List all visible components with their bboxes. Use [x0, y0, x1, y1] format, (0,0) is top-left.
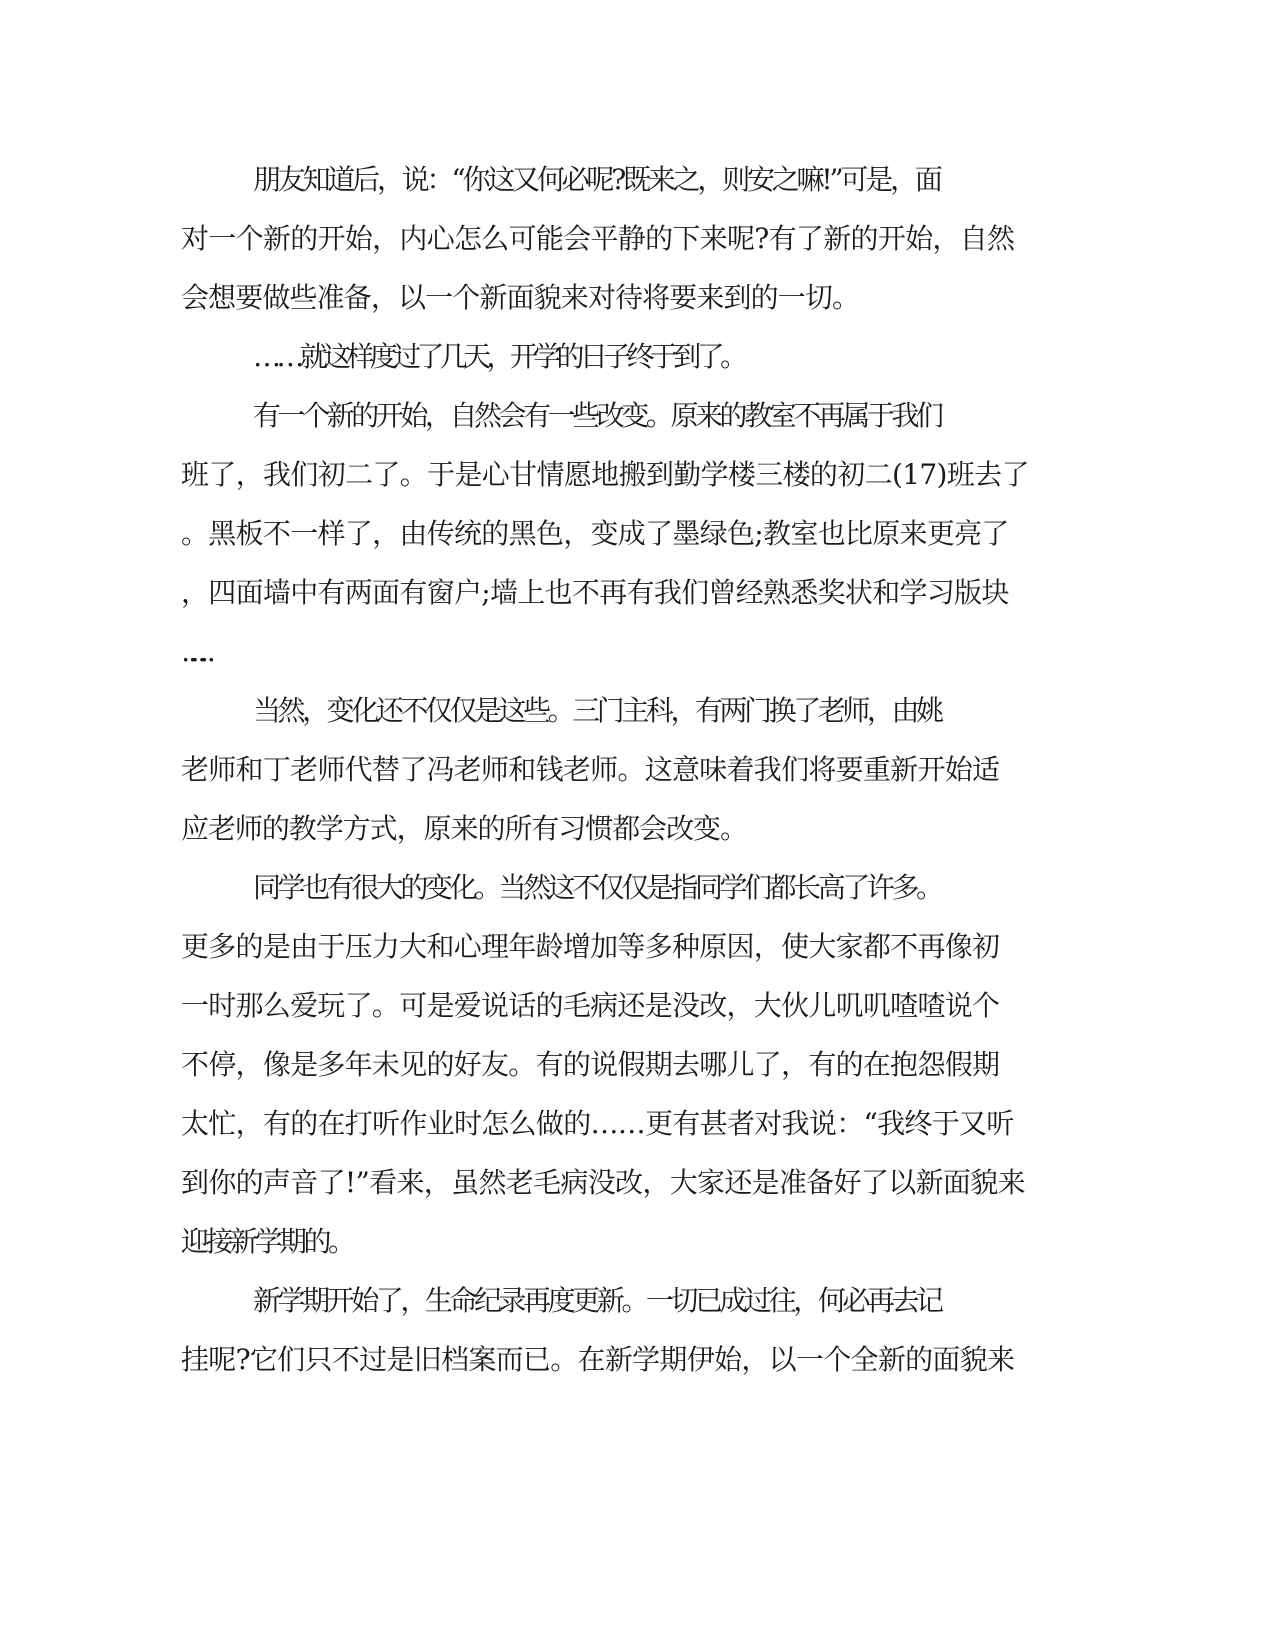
text-line: 同学也有很大的变化。当然这不仅仅是指同学们都长高了许多。: [253, 871, 941, 904]
text-line: 迎接新学期的。: [181, 1225, 353, 1258]
text-line: ……: [181, 635, 195, 668]
text-line: 。黑板不一样了，由传统的黑色，变成了墨绿色;教室也比原来更亮了: [181, 517, 1009, 550]
text-line: 不停，像是多年未见的好友。有的说假期去哪儿了，有的在抱怨假期: [181, 1048, 1000, 1081]
text-line: 新学期开始了，生命纪录再度更新。一切已成过往，何必再去记: [253, 1284, 941, 1317]
text-line: 朋友知道后，说：“你这又何必呢?既来之，则安之嘛!”可是，面: [253, 163, 940, 196]
text-line: 对一个新的开始，内心怎么可能会平静的下来呢?有了新的开始，自然: [181, 222, 1015, 255]
text-line: 班了，我们初二了。于是心甘情愿地搬到勤学楼三楼的初二(17)班去了: [181, 458, 1029, 491]
text-line: 老师和丁老师代替了冯老师和钱老师。这意味着我们将要重新开始适: [181, 753, 1000, 786]
text-line: 一时那么爱玩了。可是爱说话的毛病还是没改，大伙儿叽叽喳喳说个: [181, 989, 1000, 1022]
text-line: 太忙，有的在打听作业时怎么做的……更有甚者对我说：“我终于又听: [181, 1107, 1014, 1140]
text-line: 有一个新的开始，自然会有一些改变。原来的教室不再属于我们: [253, 399, 941, 432]
text-line: 到你的声音了!”看来，虽然老毛病没改，大家还是准备好了以新面貌来: [181, 1166, 1025, 1199]
text-line: 会想要做些准备，以一个新面貌来对待将要来到的一切。: [181, 281, 860, 314]
text-line: 挂呢?它们只不过是旧档案而已。在新学期伊始，以一个全新的面貌来: [181, 1343, 1015, 1376]
text-line: ，四面墙中有两面有窗户;墙上也不再有我们曾经熟悉奖状和学习版块: [181, 576, 1009, 609]
text-line: 当然，变化还不仅仅是这些。三门主科，有两门换了老师，由姚: [253, 694, 941, 727]
text-line: 更多的是由于压力大和心理年龄增加等多种原因，使大家都不再像初: [181, 930, 1000, 963]
text-line: 应老师的教学方式，原来的所有习惯都会改变。: [181, 812, 747, 845]
text-line: ……就这样度过了几天，开学的日子终于到了。: [253, 340, 744, 373]
